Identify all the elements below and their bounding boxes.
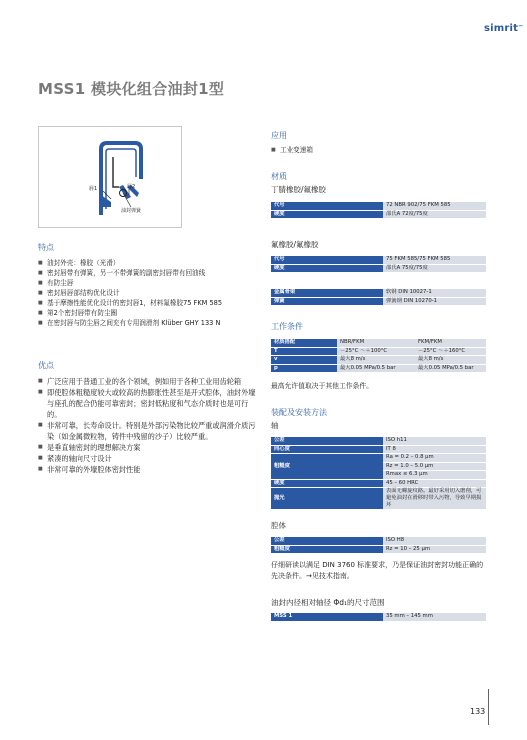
table-key: 硬度 (271, 264, 383, 273)
operating-heading: 工作条件 (271, 322, 303, 331)
table-value: 72 NBR 902/75 FKM 585 (383, 202, 486, 210)
table-row (271, 297, 486, 306)
table-key: 粗糙度 (271, 454, 383, 480)
housing-table (271, 537, 486, 554)
table-value: －25°C ～＋160°C (415, 347, 486, 356)
table-value: －25°C ～＋100°C (337, 347, 415, 356)
simrit-logo: simrit⁻ (484, 23, 524, 34)
table-value: 邵氏A 72度/75度 (383, 210, 486, 219)
table-key: 金属骨架 (271, 289, 383, 297)
table-key: 硬度 (271, 210, 383, 219)
table-key: 代号 (271, 202, 383, 210)
table-row (271, 347, 486, 356)
table-value: ISO h11 (383, 437, 486, 445)
table-value: Ra = 0.2 – 0.8 µm (383, 454, 486, 463)
size-range-table (271, 613, 486, 622)
table-value: Rz = 10 – 25 µm (383, 545, 486, 554)
table-value: 最大8 m/s (415, 356, 486, 365)
table-value: NBR/FKM (337, 339, 415, 347)
table-row (271, 256, 486, 264)
table-value: ISO H8 (383, 537, 486, 545)
table-key: 硬度 (271, 479, 383, 488)
list-item: ■ 非常可靠的外壕腔体密封性能 (38, 464, 256, 475)
table-row (271, 264, 486, 273)
table-row (271, 437, 486, 445)
table-value: 弹簧钢 DIN 10270-1 (383, 297, 486, 306)
material-group1-subheading: 丁腈橡胶/氟橡胶 (271, 185, 327, 194)
list-item: ■ 即使腔体粗糙度较大或较高的热膨胀性甚至是开式腔体，油封外壕与座孔的配合仍能可靠密封；密封低粘度和气态介质时也是可行的。 (38, 387, 256, 420)
assembly-note: 仔细研读以满足 DIN 3760 标准要求，乃是保证油封密封功能正确的先决条件。→见技术指南。 (271, 561, 484, 580)
table-key: T (271, 347, 337, 356)
table-row (271, 445, 486, 454)
table-row (271, 545, 486, 554)
table-key: 粗糙度 (271, 545, 383, 554)
material-group2-subheading: 氟橡胶/氟橡胶 (271, 240, 319, 249)
material-group3-table (271, 289, 486, 306)
list-item: ■ 第2个密封唇带有防尘圈 (38, 308, 263, 318)
features-list (38, 258, 263, 328)
material-heading: 材质 (271, 172, 287, 181)
table-row (271, 289, 486, 297)
advantages-list (38, 376, 256, 475)
table-value: 软钢 DIN 10027-1 (383, 289, 486, 297)
seal-cross-section-illustration (39, 127, 181, 227)
table-key: 材质搭配 (271, 339, 337, 347)
list-item: ■ 密封唇唇部结构优化设计 (38, 288, 263, 298)
application-list (271, 145, 471, 155)
table-row (271, 537, 486, 545)
table-value: IT 8 (383, 445, 486, 454)
table-key: v (271, 356, 337, 365)
lip1-label: 唇1 (89, 186, 98, 192)
table-key: 同心度 (271, 445, 383, 454)
page-number: 133 (470, 707, 486, 716)
table-key: 公差 (271, 537, 383, 545)
table-value: 表面无螺旋纹路。最好采用切入磨削，可避免油封在滑移时带入污物，导致早期损坏 (383, 488, 486, 510)
seal-diagram (38, 126, 182, 228)
list-item: ■ 紧凑的轴向尺寸设计 (38, 453, 256, 464)
table-row (271, 356, 486, 365)
list-item: ■ 有防尘唇 (38, 278, 263, 288)
table-row (271, 364, 486, 373)
material-group1-table (271, 202, 486, 219)
table-row (271, 454, 486, 463)
list-item: ■ 是垂直轴密封的理想解决方案 (38, 442, 256, 453)
table-value: 邵氏A 75度/75度 (383, 264, 486, 273)
list-item: ■ 工业变速箱 (271, 145, 471, 155)
table-value: Rmax ≤ 6.3 µm (383, 471, 486, 480)
table-key: 弹簧 (271, 297, 383, 306)
table-key: 公差 (271, 437, 383, 445)
shaft-subheading: 轴 (271, 421, 279, 430)
assembly-heading: 装配及安装方法 (271, 408, 327, 417)
list-item: ■ 非常可靠，长寿命设计。特别是外部污染物比较严重或润滑介质污染（如金属微粒物，铸件中残留的沙子）比较严重。 (38, 420, 256, 442)
table-value: FKM/FKM (415, 339, 486, 347)
size-range-heading: 油封内径相对轴径 Φd₁的尺寸范围 (271, 598, 385, 607)
table-row (271, 210, 486, 219)
table-key: 代号 (271, 256, 383, 264)
list-item: ■ 广泛应用于普通工业的各个领域，例如用于各种工业用齿轮箱 (38, 376, 256, 387)
table-key: MSS 1 (271, 613, 383, 621)
list-item: ■ 油封外壳：橡胶（光滑） (38, 258, 263, 268)
shaft-table (271, 437, 486, 510)
spring-label: 油封弹簧 (121, 208, 142, 214)
table-value: 35 mm – 145 mm (383, 613, 486, 621)
list-item: ■ 密封唇带有弹簧，另一不带弹簧的副密封唇带有回油线 (38, 268, 263, 278)
table-value: Rz = 1.0 – 5.0 µm (383, 462, 486, 471)
table-value: 最大0.05 MPa/0.5 bar (415, 364, 486, 373)
material-group2-table (271, 256, 486, 273)
table-value: 75 FKM 585/75 FKM 585 (383, 256, 486, 264)
operating-table (271, 339, 486, 373)
table-row (271, 488, 486, 510)
table-row (271, 613, 486, 621)
advantages-heading: 优点 (38, 361, 54, 370)
table-row (271, 202, 486, 210)
list-item: ■ 基于摩擦性能优化设计的密封唇1，材料氟橡胶75 FKM 585 (38, 298, 263, 308)
table-row (271, 479, 486, 488)
page-title: MSS1 模块化组合油封1型 (38, 80, 225, 98)
lip2-label: 唇2 (127, 184, 136, 190)
table-value: 最大8 m/s (337, 356, 415, 365)
table-value: 45 – 60 HRC (383, 479, 486, 488)
list-item: ■ 在密封唇与防尘唇之间充有专用润滑剂 Klüber GHY 133 N (38, 318, 263, 328)
housing-subheading: 腔体 (271, 521, 286, 530)
table-key: 抛光 (271, 488, 383, 510)
table-value: 最大0.05 MPa/0.5 bar (337, 364, 415, 373)
table-key: p (271, 364, 337, 373)
operating-note: 最高允许值取决于其他工作条件。 (271, 382, 373, 390)
features-heading: 特点 (38, 243, 54, 252)
footer-divider (488, 689, 489, 725)
table-row (271, 339, 486, 347)
application-heading: 应用 (271, 131, 287, 140)
